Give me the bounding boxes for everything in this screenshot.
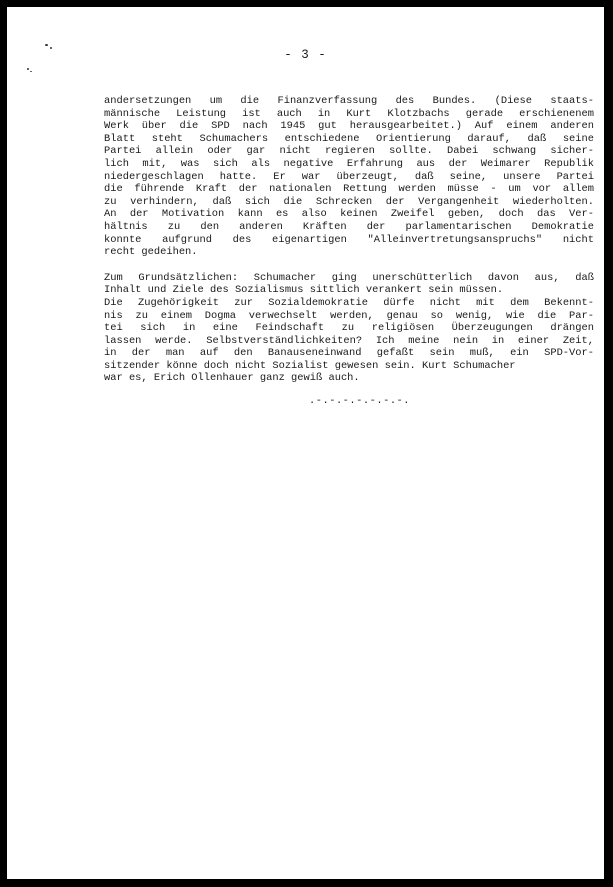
scan-speck [45,44,48,46]
text-line: Inhalt und Ziele des Sozialismus sittlich verankert sein müssen. [104,284,504,297]
text-line: konnte aufgrund des eigenartigen "Alleinvertretungsanspruchs" nicht [104,233,594,246]
text-line: war es, Erich Ollenhauer ganz gewiß auch. [104,372,360,385]
text-line: hältnis zu den anderen Kräften der parlamentarischen Demokratie [104,220,594,233]
paragraph-1 [104,95,594,259]
text-line: Werk über die SPD nach 1945 gut herausgearbeitet.) Auf einem anderen [104,120,594,133]
document-page [7,7,604,879]
text-line: in der man auf den Banauseneinwand gefaßt sein muß, ein SPD-Vor- [104,347,594,360]
text-line: Partei allein oder gar nicht regieren sollte. Dabei schwang sicher- [104,145,594,158]
text-line: tei sich in eine Feindschaft zu religiösen Überzeugungen drängen [104,322,594,335]
section-separator: .-.-.-.-.-.-.-. [309,395,411,407]
text-line: Die Zugehörigkeit zur Sozialdemokratie dürfe nicht mit dem Bekennt- [104,296,594,309]
paragraph-gap [104,259,594,272]
text-line: zu verhindern, daß sich die Schrecken der Vergangenheit wiederholten. [104,195,594,208]
text-line: Zum Grundsätzlichen: Schumacher ging unerschütterlich davon aus, daß [104,271,594,284]
text-line: andersetzungen um die Finanzverfassung des Bundes. (Diese staats- [104,95,594,107]
text-line: die führende Kraft der nationalen Rettung werden müsse - um vor allem [104,183,594,196]
text-line: Blatt steht Schumachers entschiedene Orientierung darauf, daß seine [104,132,594,145]
text-line: nis zu einem Dogma verwechselt werden, genau so wenig, wie die Par- [104,309,594,322]
text-line: lich mit, was sich als negative Erfahrung aus der Weimarer Republik [104,157,594,170]
scan-speck [27,68,29,70]
text-line: niedergeschlagen hatte. Er war überzeugt, daß seine, unsere Partei [104,170,594,183]
text-line: An der Motivation kann es also keinen Zweifel geben, doch das Ver- [104,208,594,221]
paragraph-2 [104,272,594,385]
text-line: männische Leistung ist auch in Kurt Klotzbachs gerade erschienenem [104,107,594,120]
page-number: - 3 - [284,48,327,62]
scan-speck [30,71,32,72]
text-line: recht gedeihen. [104,246,198,259]
text-line: lassen werde. Selbstverständlichkeiten? Ich meine nein in einer Zeit, [104,334,594,347]
text-line: sitzender könne doch nicht Sozialist gewesen sein. Kurt Schumacher [104,359,516,372]
body-text [104,95,594,385]
